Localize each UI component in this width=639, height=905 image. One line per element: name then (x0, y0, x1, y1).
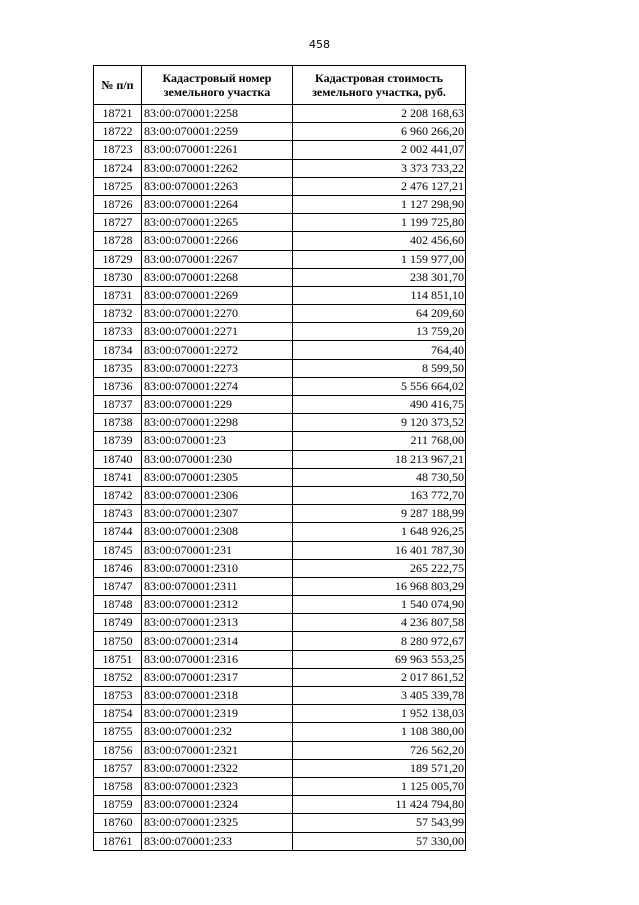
header-number: № п/п (94, 66, 142, 105)
cadastral-number-cell: 83:00:070001:232 (142, 723, 293, 741)
cadastral-value-cell: 9 287 188,99 (293, 505, 466, 523)
row-number-cell: 18755 (94, 723, 142, 741)
cadastral-number-cell: 83:00:070001:229 (142, 396, 293, 414)
cadastral-number-cell: 83:00:070001:2319 (142, 705, 293, 723)
table-row (94, 414, 466, 432)
cadastral-value-cell: 726 562,20 (293, 741, 466, 759)
table-row (94, 777, 466, 795)
header-row (94, 66, 466, 105)
table-row (94, 286, 466, 304)
cadastral-value-cell: 238 301,70 (293, 268, 466, 286)
cadastral-value-cell: 16 968 803,29 (293, 577, 466, 595)
table-row (94, 141, 466, 159)
table-row (94, 232, 466, 250)
table-row (94, 632, 466, 650)
cadastral-value-cell: 2 017 861,52 (293, 668, 466, 686)
cadastral-value-cell: 1 108 380,00 (293, 723, 466, 741)
table-row (94, 123, 466, 141)
row-number-cell: 18731 (94, 286, 142, 304)
table-row (94, 396, 466, 414)
table-row (94, 377, 466, 395)
cadastral-number-cell: 83:00:070001:2271 (142, 323, 293, 341)
cadastral-number-cell: 83:00:070001:2268 (142, 268, 293, 286)
table-row (94, 250, 466, 268)
cadastral-number-cell: 83:00:070001:2263 (142, 177, 293, 195)
cadastral-number-cell: 83:00:070001:23 (142, 432, 293, 450)
row-number-cell: 18758 (94, 777, 142, 795)
cadastral-value-cell: 163 772,70 (293, 486, 466, 504)
table-row (94, 723, 466, 741)
table-row (94, 759, 466, 777)
cadastral-number-cell: 83:00:070001:2314 (142, 632, 293, 650)
cadastral-number-cell: 83:00:070001:2313 (142, 614, 293, 632)
cadastral-value-cell: 8 280 972,67 (293, 632, 466, 650)
row-number-cell: 18757 (94, 759, 142, 777)
row-number-cell: 18759 (94, 796, 142, 814)
cadastral-value-cell: 1 952 138,03 (293, 705, 466, 723)
header-cadastral-number: Кадастровый номер земельного участка (142, 66, 293, 105)
cadastral-number-cell: 83:00:070001:2264 (142, 195, 293, 213)
table-row (94, 359, 466, 377)
table-row (94, 596, 466, 614)
cadastral-number-cell: 83:00:070001:2325 (142, 814, 293, 832)
table-row (94, 268, 466, 286)
cadastral-number-cell: 83:00:070001:231 (142, 541, 293, 559)
table-header (94, 66, 466, 105)
cadastral-number-cell: 83:00:070001:2274 (142, 377, 293, 395)
row-number-cell: 18725 (94, 177, 142, 195)
row-number-cell: 18752 (94, 668, 142, 686)
table-row (94, 450, 466, 468)
cadastral-number-cell: 83:00:070001:2322 (142, 759, 293, 777)
row-number-cell: 18754 (94, 705, 142, 723)
row-number-cell: 18753 (94, 687, 142, 705)
table-row (94, 432, 466, 450)
cadastral-value-cell: 1 127 298,90 (293, 195, 466, 213)
row-number-cell: 18732 (94, 305, 142, 323)
cadastral-number-cell: 83:00:070001:2323 (142, 777, 293, 795)
cadastral-number-cell: 83:00:070001:2324 (142, 796, 293, 814)
cadastral-value-cell: 6 960 266,20 (293, 123, 466, 141)
cadastral-value-cell: 114 851,10 (293, 286, 466, 304)
cadastral-value-cell: 2 208 168,63 (293, 105, 466, 123)
cadastral-number-cell: 83:00:070001:2311 (142, 577, 293, 595)
cadastral-value-cell: 265 222,75 (293, 559, 466, 577)
row-number-cell: 18721 (94, 105, 142, 123)
cadastral-value-cell: 13 759,20 (293, 323, 466, 341)
table-row (94, 705, 466, 723)
cadastral-value-cell: 8 599,50 (293, 359, 466, 377)
cadastral-value-cell: 16 401 787,30 (293, 541, 466, 559)
cadastral-number-cell: 83:00:070001:2270 (142, 305, 293, 323)
row-number-cell: 18760 (94, 814, 142, 832)
cadastral-number-cell: 83:00:070001:2266 (142, 232, 293, 250)
row-number-cell: 18756 (94, 741, 142, 759)
table-row (94, 486, 466, 504)
row-number-cell: 18742 (94, 486, 142, 504)
cadastral-value-cell: 3 373 733,22 (293, 159, 466, 177)
cadastral-value-cell: 57 330,00 (293, 832, 466, 850)
cadastral-number-cell: 83:00:070001:2272 (142, 341, 293, 359)
table-row (94, 323, 466, 341)
cadastral-number-cell: 83:00:070001:2267 (142, 250, 293, 268)
table-row (94, 105, 466, 123)
row-number-cell: 18730 (94, 268, 142, 286)
page-number: 458 (309, 38, 330, 51)
row-number-cell: 18750 (94, 632, 142, 650)
cadastral-value-cell: 3 405 339,78 (293, 687, 466, 705)
row-number-cell: 18723 (94, 141, 142, 159)
row-number-cell: 18761 (94, 832, 142, 850)
row-number-cell: 18724 (94, 159, 142, 177)
cadastral-value-cell: 1 125 005,70 (293, 777, 466, 795)
row-number-cell: 18740 (94, 450, 142, 468)
row-number-cell: 18734 (94, 341, 142, 359)
cadastral-number-cell: 83:00:070001:2273 (142, 359, 293, 377)
cadastral-value-cell: 1 648 926,25 (293, 523, 466, 541)
table-row (94, 614, 466, 632)
table-row (94, 505, 466, 523)
table-row (94, 832, 466, 850)
cadastral-value-cell: 18 213 967,21 (293, 450, 466, 468)
row-number-cell: 18738 (94, 414, 142, 432)
cadastral-number-cell: 83:00:070001:2258 (142, 105, 293, 123)
cadastral-number-cell: 83:00:070001:2261 (142, 141, 293, 159)
table-row (94, 687, 466, 705)
row-number-cell: 18735 (94, 359, 142, 377)
row-number-cell: 18727 (94, 214, 142, 232)
row-number-cell: 18744 (94, 523, 142, 541)
table-row (94, 796, 466, 814)
cadastral-value-cell: 11 424 794,80 (293, 796, 466, 814)
table-row (94, 577, 466, 595)
table-row (94, 468, 466, 486)
cadastral-value-cell: 2 002 441,07 (293, 141, 466, 159)
table-row (94, 541, 466, 559)
table-row (94, 559, 466, 577)
cadastral-value-cell: 402 456,60 (293, 232, 466, 250)
table-row (94, 523, 466, 541)
cadastral-number-cell: 83:00:070001:2306 (142, 486, 293, 504)
cadastral-value-cell: 2 476 127,21 (293, 177, 466, 195)
cadastral-value-cell: 189 571,20 (293, 759, 466, 777)
row-number-cell: 18737 (94, 396, 142, 414)
row-number-cell: 18729 (94, 250, 142, 268)
row-number-cell: 18747 (94, 577, 142, 595)
table-row (94, 741, 466, 759)
cadastral-value-cell: 490 416,75 (293, 396, 466, 414)
cadastral-value-cell: 64 209,60 (293, 305, 466, 323)
table-row (94, 341, 466, 359)
cadastral-value-cell: 1 199 725,80 (293, 214, 466, 232)
table-row (94, 650, 466, 668)
cadastral-number-cell: 83:00:070001:2308 (142, 523, 293, 541)
cadastral-number-cell: 83:00:070001:2310 (142, 559, 293, 577)
cadastral-value-cell: 1 540 074,90 (293, 596, 466, 614)
table-row (94, 159, 466, 177)
cadastral-number-cell: 83:00:070001:230 (142, 450, 293, 468)
row-number-cell: 18743 (94, 505, 142, 523)
cadastral-number-cell: 83:00:070001:2317 (142, 668, 293, 686)
cadastral-number-cell: 83:00:070001:2307 (142, 505, 293, 523)
cadastral-value-table (93, 65, 466, 851)
row-number-cell: 18746 (94, 559, 142, 577)
table-row (94, 177, 466, 195)
cadastral-value-cell: 57 543,99 (293, 814, 466, 832)
cadastral-value-cell: 9 120 373,52 (293, 414, 466, 432)
cadastral-value-cell: 5 556 664,02 (293, 377, 466, 395)
cadastral-number-cell: 83:00:070001:2265 (142, 214, 293, 232)
row-number-cell: 18733 (94, 323, 142, 341)
row-number-cell: 18736 (94, 377, 142, 395)
row-number-cell: 18749 (94, 614, 142, 632)
table-row (94, 668, 466, 686)
cadastral-number-cell: 83:00:070001:2318 (142, 687, 293, 705)
cadastral-value-cell: 764,40 (293, 341, 466, 359)
table-row (94, 305, 466, 323)
row-number-cell: 18741 (94, 468, 142, 486)
row-number-cell: 18728 (94, 232, 142, 250)
cadastral-number-cell: 83:00:070001:2298 (142, 414, 293, 432)
row-number-cell: 18751 (94, 650, 142, 668)
cadastral-value-cell: 69 963 553,25 (293, 650, 466, 668)
cadastral-number-cell: 83:00:070001:2259 (142, 123, 293, 141)
cadastral-number-cell: 83:00:070001:2312 (142, 596, 293, 614)
row-number-cell: 18739 (94, 432, 142, 450)
cadastral-number-cell: 83:00:070001:2305 (142, 468, 293, 486)
cadastral-value-cell: 48 730,50 (293, 468, 466, 486)
table-row (94, 214, 466, 232)
cadastral-value-cell: 4 236 807,58 (293, 614, 466, 632)
header-cadastral-value: Кадастровая стоимость земельного участка, руб. (293, 66, 466, 105)
table-row (94, 195, 466, 213)
table-body (94, 105, 466, 851)
table-row (94, 814, 466, 832)
cadastral-number-cell: 83:00:070001:2321 (142, 741, 293, 759)
row-number-cell: 18748 (94, 596, 142, 614)
cadastral-number-cell: 83:00:070001:2316 (142, 650, 293, 668)
cadastral-number-cell: 83:00:070001:2262 (142, 159, 293, 177)
cadastral-value-cell: 1 159 977,00 (293, 250, 466, 268)
cadastral-number-cell: 83:00:070001:2269 (142, 286, 293, 304)
cadastral-value-cell: 211 768,00 (293, 432, 466, 450)
row-number-cell: 18745 (94, 541, 142, 559)
row-number-cell: 18726 (94, 195, 142, 213)
row-number-cell: 18722 (94, 123, 142, 141)
cadastral-number-cell: 83:00:070001:233 (142, 832, 293, 850)
